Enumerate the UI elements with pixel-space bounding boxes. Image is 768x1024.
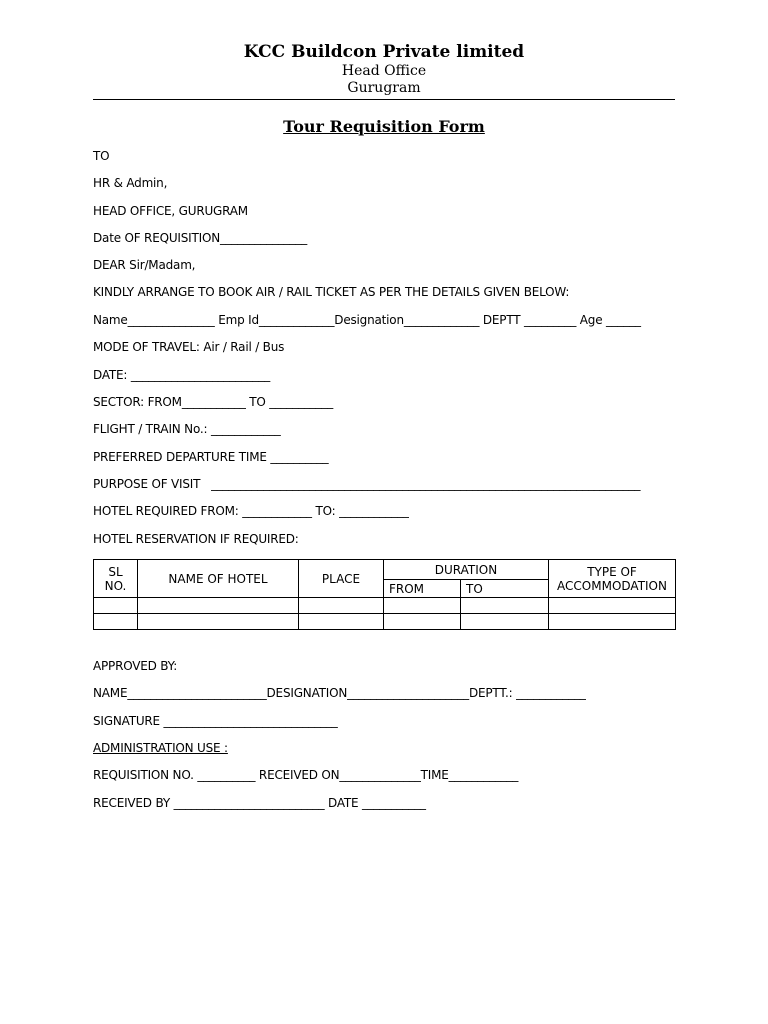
sl-no-line2: NO. bbox=[104, 578, 127, 593]
sl-no-line1: SL bbox=[108, 564, 123, 579]
table-cell[interactable] bbox=[549, 598, 676, 614]
hotel-required-fields[interactable]: HOTEL REQUIRED FROM: ____________ TO: ____________ bbox=[93, 504, 409, 518]
hr-line: HR & Admin, bbox=[93, 176, 168, 190]
company-name: KCC Buildcon Private limited bbox=[243, 42, 525, 62]
head-office-line: HEAD OFFICE, GURUGRAM bbox=[93, 204, 248, 218]
date-of-requisition-field[interactable]: Date OF REQUISITION_______________ bbox=[93, 231, 307, 245]
employee-details-fields[interactable]: Name_______________ Emp Id_____________Designation_____________ DEPTT _________ Age ______ bbox=[93, 313, 641, 327]
approver-details-fields[interactable]: NAME________________________DESIGNATION_____________________DEPTT.: ____________ bbox=[93, 686, 586, 700]
table-row bbox=[94, 598, 676, 614]
table-cell[interactable] bbox=[138, 598, 299, 614]
type-line2: ACCOMMODATION bbox=[557, 578, 667, 593]
flight-train-field[interactable]: FLIGHT / TRAIN No.: ____________ bbox=[93, 422, 281, 436]
sector-fields[interactable]: SECTOR: FROM___________ TO ___________ bbox=[93, 395, 334, 409]
accommodation-type-header bbox=[549, 560, 676, 598]
sl-no-header bbox=[94, 560, 138, 598]
duration-to-header: TO bbox=[461, 580, 549, 598]
office-label: Head Office bbox=[341, 63, 427, 79]
duration-header: DURATION bbox=[384, 560, 549, 580]
table-cell[interactable] bbox=[461, 598, 549, 614]
mode-of-travel-line: MODE OF TRAVEL: Air / Rail / Bus bbox=[93, 340, 285, 354]
duration-from-header: FROM bbox=[384, 580, 461, 598]
table-cell[interactable] bbox=[94, 598, 138, 614]
form-title: Tour Requisition Form bbox=[283, 117, 485, 136]
travel-date-field[interactable]: DATE: ________________________ bbox=[93, 368, 271, 382]
table-cell[interactable] bbox=[549, 614, 676, 630]
purpose-of-visit-field[interactable]: PURPOSE OF VISIT __________________________________________________________________________ bbox=[93, 477, 641, 491]
city-label: Gurugram bbox=[347, 80, 421, 96]
administration-use-heading: ADMINISTRATION USE : bbox=[93, 741, 228, 755]
type-line1: TYPE OF bbox=[587, 564, 637, 579]
requisition-fields[interactable]: REQUISITION NO. __________ RECEIVED ON______________TIME____________ bbox=[93, 768, 519, 782]
header-divider bbox=[93, 99, 675, 100]
preferred-departure-field[interactable]: PREFERRED DEPARTURE TIME __________ bbox=[93, 450, 329, 464]
table-cell[interactable] bbox=[299, 614, 384, 630]
hotel-name-header: NAME OF HOTEL bbox=[138, 560, 299, 598]
table-cell[interactable] bbox=[384, 614, 461, 630]
instruction-line: KINDLY ARRANGE TO BOOK AIR / RAIL TICKET AS PER THE DETAILS GIVEN BELOW: bbox=[93, 285, 570, 299]
hotel-reservation-label: HOTEL RESERVATION IF REQUIRED: bbox=[93, 532, 299, 546]
salutation-line: DEAR Sir/Madam, bbox=[93, 258, 196, 272]
approved-by-label: APPROVED BY: bbox=[93, 659, 178, 673]
table-row bbox=[94, 614, 676, 630]
table-cell[interactable] bbox=[461, 614, 549, 630]
table-cell[interactable] bbox=[384, 598, 461, 614]
to-line: TO bbox=[93, 149, 110, 163]
table-cell[interactable] bbox=[138, 614, 299, 630]
received-by-fields[interactable]: RECEIVED BY __________________________ DATE ___________ bbox=[93, 796, 426, 810]
table-cell[interactable] bbox=[299, 598, 384, 614]
place-header: PLACE bbox=[299, 560, 384, 598]
table-cell[interactable] bbox=[94, 614, 138, 630]
signature-field[interactable]: SIGNATURE ______________________________ bbox=[93, 714, 338, 728]
hotel-reservation-table bbox=[93, 559, 676, 630]
